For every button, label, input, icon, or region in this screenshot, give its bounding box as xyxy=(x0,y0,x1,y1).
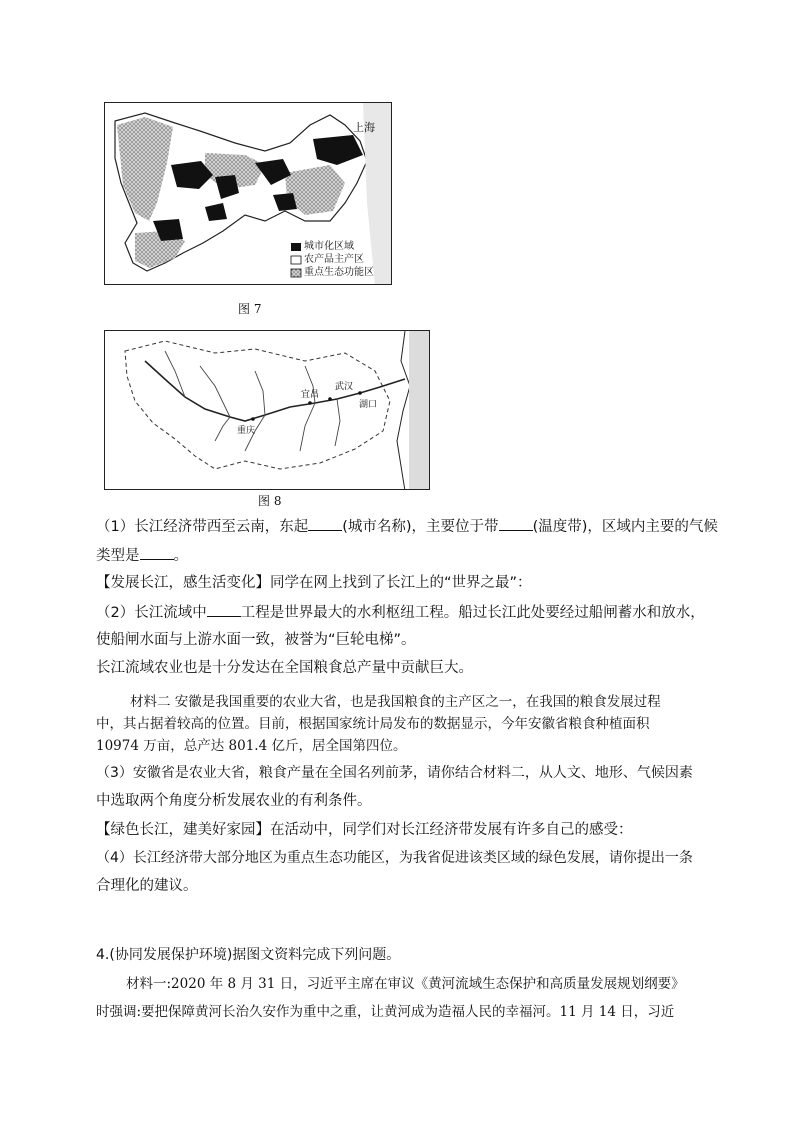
section-develop-changjiang: 【发展长江，感生活变化】同学在网上找到了长江上的“世界之最”： xyxy=(96,575,532,591)
figure-8-svg xyxy=(105,331,430,490)
question-2-line-2: 使船闸水面与上游水面一致，被誉为“巨轮电梯”。 xyxy=(96,632,416,648)
city-wuhan: 武汉 xyxy=(335,382,354,392)
blank-climate-type[interactable] xyxy=(140,545,174,560)
material-1-line-2: 时强调:要把保障黄河长治久安作为重中之重，让黄河成为造福人民的幸福河。11 月 14 日，习近 xyxy=(96,1004,675,1020)
question-4-line-2: 合理化的建议。 xyxy=(96,878,198,894)
material-2-line-2: 中，其占据着较高的位置。目前，根据国家统计局发布的数据显示，今年安徽省粮食种植面积 xyxy=(96,716,650,732)
city-hukou: 湖口 xyxy=(359,400,378,410)
sea-area xyxy=(409,331,430,490)
blank-temperature-zone[interactable] xyxy=(499,516,533,531)
tributary-6 xyxy=(335,399,340,446)
question-1-line-1: （1）长江经济带西至云南，东起 (城市名称)，主要位于带 (温度带)，区域内主要的气候 xyxy=(96,516,718,537)
yangtze-main-river xyxy=(145,361,405,421)
figure-8-map xyxy=(104,330,430,490)
material-2-line-3: 10974 万亩，总产达 801.4 亿斤，居全国第四位。 xyxy=(96,738,407,754)
question-4-title: 4.(协同发展保护环境)据图文资料完成下列问题。 xyxy=(96,947,401,963)
question-1-line-2: 类型是 。 xyxy=(96,545,188,566)
question-3-line-1: （3）安徽省是农业大省，粮食产量在全国名列前茅，请你结合材料二，从人文、地形、气候因素 xyxy=(96,765,693,781)
tributary-5 xyxy=(300,403,315,451)
figure-8-caption: 图 8 xyxy=(258,494,282,508)
label-shanghai: 上海 xyxy=(353,121,375,134)
coastline xyxy=(397,331,410,490)
agriculture-line: 长江流域农业也是十分发达在全国粮食总产量中贡献巨大。 xyxy=(96,660,473,676)
blank-city[interactable] xyxy=(308,516,342,531)
basin-boundary xyxy=(125,341,390,469)
legend-agricultural: 农产品主产区 xyxy=(304,254,364,265)
question-2-line-1: （2）长江流域中 工程是世界最大的水利枢纽工程。船过长江此处要经过船闸蓄水和放水， xyxy=(96,602,705,623)
section-green-changjiang: 【绿色长江，建美好家园】在活动中，同学们对长江经济带发展有许多自己的感受： xyxy=(96,822,633,838)
figure-7-legend xyxy=(304,240,374,279)
figure-7-map xyxy=(104,102,392,285)
material-2-line-1: 材料二 安徽是我国重要的农业大省，也是我国粮食的主产区之一，在我国的粮食发展过程 xyxy=(130,694,661,710)
legend-urban: 城市化区域 xyxy=(304,241,354,252)
figure-7-caption: 图 7 xyxy=(238,302,262,316)
tributary-1 xyxy=(165,351,185,397)
question-3-line-2: 中选取两个角度分析发展农业的有利条件。 xyxy=(96,793,372,809)
material-1-line-1: 材料一:2020 年 8 月 31 日，习近平主席在审议《黄河流域生态保护和高质量发展规划纲要》 xyxy=(126,976,685,992)
legend-ecological: 重点生态功能区 xyxy=(304,267,374,278)
question-4-line-1: （4）长江经济带大部分地区为重点生态功能区，为我省促进该类区域的绿色发展，请你提出一条 xyxy=(96,850,693,866)
city-chongqing: 重庆 xyxy=(237,426,256,436)
blank-project[interactable] xyxy=(207,602,241,617)
city-yichang: 宜昌 xyxy=(301,390,320,400)
tributary-8 xyxy=(215,417,230,441)
tributary-3 xyxy=(255,371,265,415)
